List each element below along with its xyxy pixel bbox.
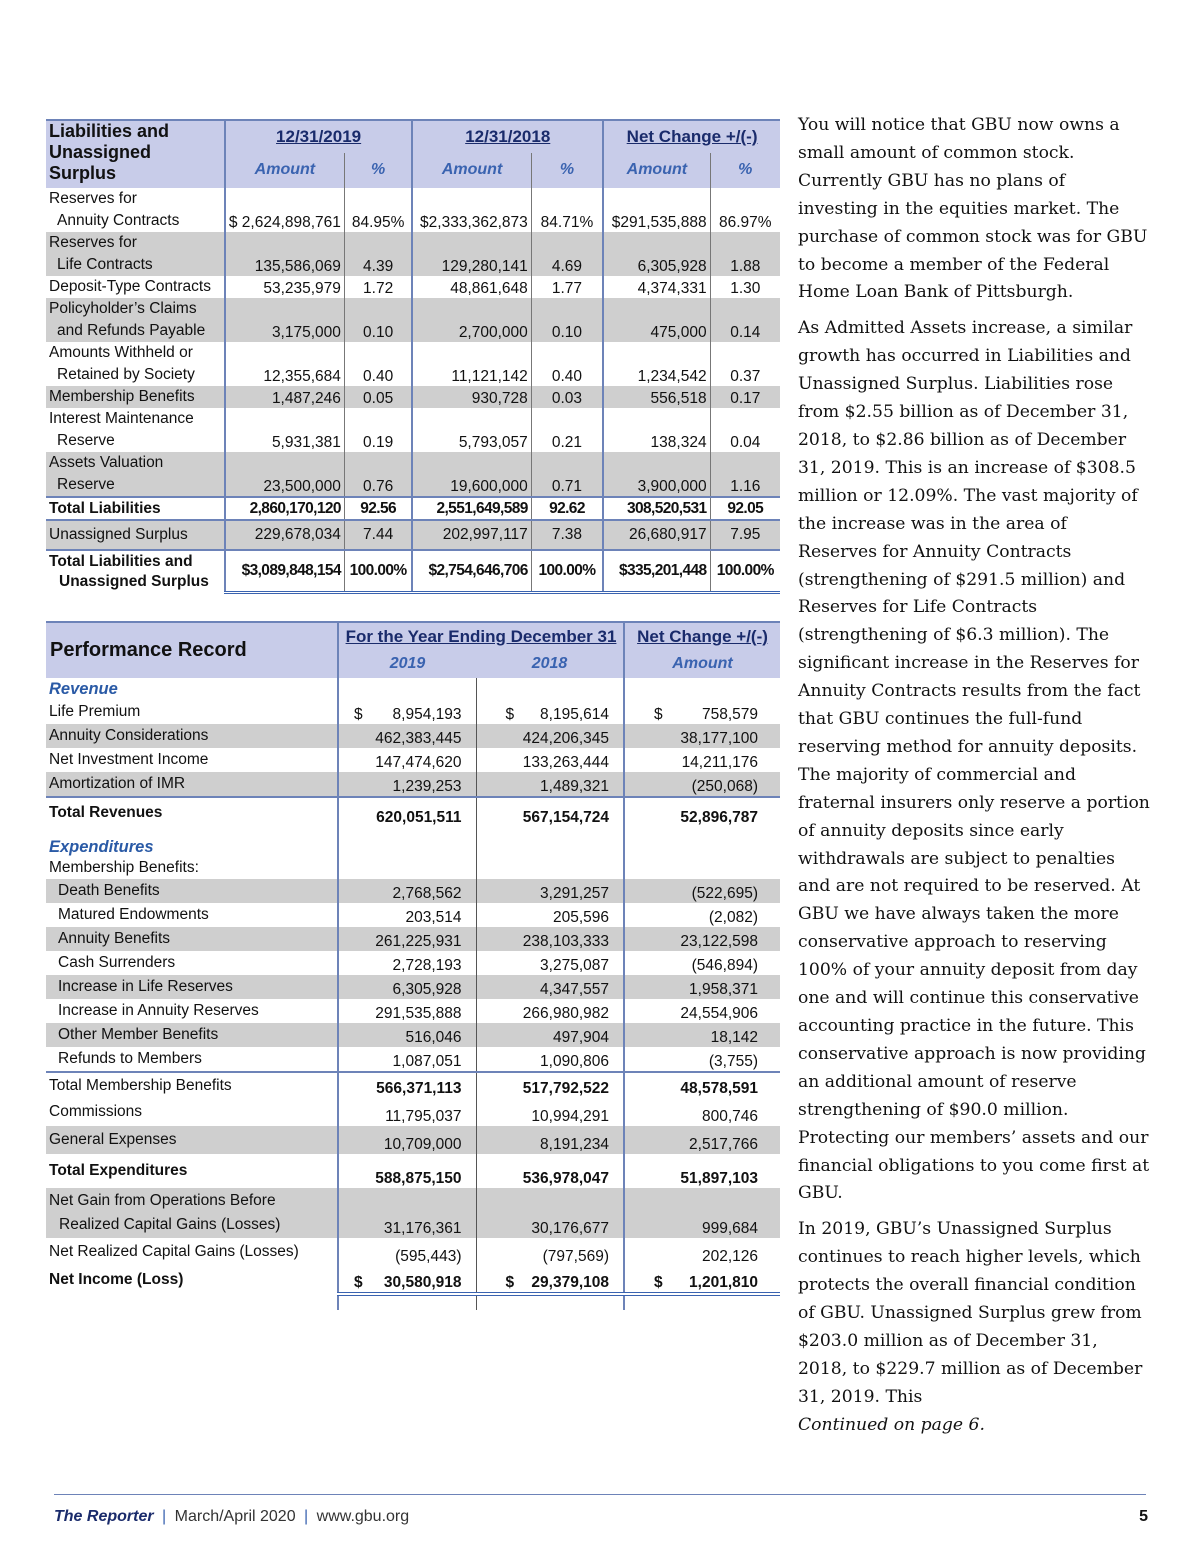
value-2018: 497,904 xyxy=(476,1023,624,1047)
pct-2018: 4.69 xyxy=(531,232,603,276)
amount-2019: 53,235,979 xyxy=(225,276,345,298)
value-2018: 266,980,982 xyxy=(476,999,624,1023)
total-liabilities-row-label: Total Liabilities xyxy=(46,497,225,520)
article-paragraph: In 2019, GBU’s Unassigned Surplus continues to reach higher levels, which protects the overall financial condition of GBU. Unassigned Surplus grew from $203.0 million as of December 31, 2018, to $229.7 million as of December 31, 2019. This xyxy=(798,1219,1143,1407)
dollar-sign: $ xyxy=(505,706,515,723)
liability-label xyxy=(46,232,225,276)
value-2019: 11,795,037 xyxy=(338,1098,476,1126)
amount-2018: 930,728 xyxy=(412,386,531,408)
liability-label-line1: Assets Valuation xyxy=(49,454,164,471)
benefit-row-label: Death Benefits xyxy=(46,879,338,903)
pct-2019: 7.44 xyxy=(344,520,412,550)
sub-pct-2018: % xyxy=(531,153,603,188)
pct-2018: 100.00% xyxy=(531,550,603,592)
amount-2019: $ 2,624,898,761 xyxy=(225,188,345,232)
net-realized-row xyxy=(46,1238,780,1266)
value-change: 999,684 xyxy=(701,1220,758,1237)
net-income-row-label: Net Income (Loss) xyxy=(46,1266,338,1294)
amount-2018: 129,280,141 xyxy=(412,232,531,276)
performance-table xyxy=(46,621,780,1310)
value-2018: 238,103,333 xyxy=(476,927,624,951)
liability-label-line2: Reserve xyxy=(57,432,115,449)
revenue-row-label: Net Investment Income xyxy=(46,748,338,772)
col-change-header: Net Change +/(-) xyxy=(626,126,758,146)
value-2018: 10,994,291 xyxy=(476,1098,624,1126)
value-2019: 588,875,150 xyxy=(338,1154,476,1188)
liability-row xyxy=(46,342,780,386)
amount-2018: 5,793,057 xyxy=(412,408,531,452)
liabilities-title-line1: Liabilities and xyxy=(49,121,170,141)
grand-total-row xyxy=(46,550,780,592)
amount-change: 4,374,331 xyxy=(603,276,710,298)
benefit-row xyxy=(46,999,780,1023)
value-change: 1,958,371 xyxy=(689,981,758,998)
amount-2018: $2,754,646,706 xyxy=(412,550,531,592)
benefit-row-label: Annuity Benefits xyxy=(46,927,338,951)
amount-value: 29,379,108 xyxy=(531,1274,609,1291)
revenue-row xyxy=(46,748,780,772)
pct-change: 0.04 xyxy=(730,434,761,451)
liabilities-table xyxy=(46,119,780,594)
value-2018: 3,291,257 xyxy=(476,879,624,903)
sub-amount-2019: Amount xyxy=(225,153,345,188)
value-2018: 3,275,087 xyxy=(476,951,624,975)
liability-label-line1: Deposit-Type Contracts xyxy=(49,278,211,295)
pct-2018: 84.71% xyxy=(531,188,603,232)
amount-2019: $3,089,848,154 xyxy=(225,550,345,592)
amount-2019: 3,175,000 xyxy=(225,298,345,342)
value-2018: 567,154,724 xyxy=(476,797,624,827)
value-2019: 203,514 xyxy=(338,903,476,927)
sub-pct-change: % xyxy=(738,161,753,179)
amount-2018: 2,700,000 xyxy=(412,298,531,342)
commissions-row-label: Commissions xyxy=(46,1098,338,1126)
revenue-row-label: Amortization of IMR xyxy=(46,772,338,797)
value-change: (522,695) xyxy=(691,885,758,902)
liability-label-line2: Retained by Society xyxy=(57,366,195,383)
pct-2019: 84.95% xyxy=(344,188,412,232)
value-change: (546,894) xyxy=(691,957,758,974)
amount-value: 758,579 xyxy=(701,706,758,723)
liability-label-line2: Annuity Contracts xyxy=(57,212,180,229)
net-income-row xyxy=(46,1266,780,1294)
pct-change: 100.00% xyxy=(710,550,780,592)
expenditures-heading: Expenditures xyxy=(46,827,338,857)
amount-value: 8,954,193 xyxy=(392,706,462,723)
liability-label-line2: and Refunds Payable xyxy=(57,322,206,339)
pct-change: 86.97% xyxy=(719,214,772,231)
perf-sub-2018: 2018 xyxy=(476,650,624,678)
pct-2019: 0.10 xyxy=(344,298,412,342)
footer-url[interactable]: www.gbu.org xyxy=(316,1508,410,1525)
value-change: 202,126 xyxy=(701,1248,758,1265)
pct-2018: 1.77 xyxy=(531,276,603,298)
sub-pct-2019: % xyxy=(344,153,412,188)
col-2018-header: 12/31/2018 xyxy=(412,120,603,153)
value-change: (250,068) xyxy=(691,778,758,795)
pct-2018: 0.21 xyxy=(531,408,603,452)
performance-title: Performance Record xyxy=(46,622,338,678)
benefit-row-label: Other Member Benefits xyxy=(46,1023,338,1047)
value-2019: 147,474,620 xyxy=(338,748,476,772)
value-change: 18,142 xyxy=(710,1029,758,1046)
general-expenses-row xyxy=(46,1126,780,1154)
benefit-row xyxy=(46,903,780,927)
amount-2019: 5,931,381 xyxy=(225,408,345,452)
dollar-amount xyxy=(628,706,758,724)
continued-note: Continued on page 6. xyxy=(798,1414,985,1435)
year-ending-header: For the Year Ending December 31 xyxy=(338,622,624,650)
empty-cell xyxy=(46,1294,338,1310)
liability-label-line2: Reserve xyxy=(57,476,115,493)
amount-2018: 2,551,649,589 xyxy=(412,497,531,520)
amount-change: 138,324 xyxy=(603,408,710,452)
total-revenues-row-label: Total Revenues xyxy=(46,797,338,827)
pct-change: 1.16 xyxy=(730,478,761,495)
value-2019: 516,046 xyxy=(338,1023,476,1047)
pct-change: 1.88 xyxy=(730,258,761,275)
article-paragraph: As Admitted Assets increase, a similar growth has occurred in Liabilities and Unassigned Surplus. Liabilities rose from $2.55 billion as of December 31, 2018, to $2.86 billion as of December 31, 2019. This is an increase of $308.5 million or 12.09%. The vast majority of the increase was in the area of Reserves for Annuity Contracts (strengthening of $291.5 million) and Reserves for Life Contracts (strengthening of $6.3 million). The significant increase in the Reserves for Annuity Contracts results from the fact that GBU continues the full-fund reserving method for annuity deposits. The majority of commercial and fraternal insurers only reserve a portion of annuity deposits since early withdrawals are subject to penalties and are not required to be reserved. At GBU we have always taken the more conservative approach to reserving 100% of your annuity deposit from day one and will continue this conservative accounting practice in the future. This conservative approach is now providing an additional amount of reserve strengthening of $90.0 million. Protecting our members’ assets and our financial obligations to you come first at GBU. xyxy=(798,318,1150,1204)
amount-change: 6,305,928 xyxy=(603,232,710,276)
amount-2018: 48,861,648 xyxy=(412,276,531,298)
amount-2019: 1,487,246 xyxy=(225,386,345,408)
pct-2018: 0.03 xyxy=(531,386,603,408)
value-change: 51,897,103 xyxy=(680,1170,758,1187)
liabilities-title-line2: Unassigned Surplus xyxy=(49,142,152,183)
value-2018: 536,978,047 xyxy=(476,1154,624,1188)
net-gain-row-label-line2: Realized Capital Gains (Losses) xyxy=(59,1216,281,1233)
benefit-row xyxy=(46,975,780,999)
value-2019: 31,176,361 xyxy=(338,1188,476,1238)
total-liabilities-row xyxy=(46,497,780,520)
benefit-row-label: Cash Surrenders xyxy=(46,951,338,975)
article-paragraph: You will notice that GBU now owns a small amount of common stock. Currently GBU has no plans of investing in the equities market. The purchase of common stock was for GBU to become a member of the Federal Home Loan Bank of Pittsburgh. xyxy=(798,115,1148,303)
amount-2019: 2,860,170,120 xyxy=(225,497,345,520)
col-2019-header: 12/31/2019 xyxy=(225,120,413,153)
amount-2018: 202,997,117 xyxy=(412,520,531,550)
liability-label-line2: Life Contracts xyxy=(57,256,153,273)
grand-total-row-label-line2: Unassigned Surplus xyxy=(59,572,209,590)
footer-brand: The Reporter xyxy=(54,1508,154,1525)
total-expenditures-row xyxy=(46,1154,780,1188)
footer-issue: March/April 2020 xyxy=(174,1508,296,1525)
liability-label-line1: Interest Maintenance xyxy=(49,410,194,427)
footer-separator: | xyxy=(162,1508,167,1525)
pct-change: 1.30 xyxy=(730,280,761,297)
value-2019: 1,087,051 xyxy=(338,1047,476,1072)
value-2018: 517,792,522 xyxy=(476,1072,624,1098)
unassigned-surplus-row-label: Unassigned Surplus xyxy=(46,520,225,550)
revenue-head-row xyxy=(46,678,780,700)
amount-2019: 229,678,034 xyxy=(225,520,345,550)
liability-label xyxy=(46,298,225,342)
amount-change: 3,900,000 xyxy=(603,452,710,497)
sub-amount-change: Amount xyxy=(603,153,710,188)
pct-2019: 0.05 xyxy=(344,386,412,408)
empty-cell xyxy=(476,678,624,700)
liability-label xyxy=(46,342,225,386)
empty-cell xyxy=(338,678,476,700)
empty-cell xyxy=(476,857,624,879)
amount-value: 30,580,918 xyxy=(383,1274,462,1291)
value-2018: 133,263,444 xyxy=(476,748,624,772)
empty-cell xyxy=(338,857,476,879)
liability-row xyxy=(46,386,780,408)
liability-label xyxy=(46,188,225,232)
pct-2018: 0.71 xyxy=(531,452,603,497)
amount-value: 1,201,810 xyxy=(689,1274,758,1291)
pct-change: 0.37 xyxy=(730,368,761,385)
value-2019: 566,371,113 xyxy=(338,1072,476,1098)
dollar-sign: $ xyxy=(354,706,363,723)
value-2018 xyxy=(476,700,624,724)
value-2019 xyxy=(338,1266,476,1294)
benefit-row xyxy=(46,1047,780,1072)
net-gain-row-label xyxy=(46,1188,338,1238)
total-expenditures-row-label: Total Expenditures xyxy=(46,1154,338,1188)
benefit-row-label: Increase in Annuity Reserves xyxy=(46,999,338,1023)
value-2019: 291,535,888 xyxy=(338,999,476,1023)
amount-change: 308,520,531 xyxy=(603,497,710,520)
perf-sub-amount: Amount xyxy=(672,655,733,672)
value-2018: (797,569) xyxy=(476,1238,624,1266)
footer-divider xyxy=(54,1494,1146,1495)
page-number: 5 xyxy=(1139,1508,1148,1525)
article-column xyxy=(798,112,1150,1440)
commissions-row xyxy=(46,1098,780,1126)
dollar-sign: $ xyxy=(354,1274,363,1291)
liability-row xyxy=(46,232,780,276)
liability-label xyxy=(46,276,225,298)
value-2018 xyxy=(476,1266,624,1294)
benefit-row-label: Matured Endowments xyxy=(46,903,338,927)
dollar-amount xyxy=(628,1274,758,1292)
empty-cell xyxy=(624,827,780,857)
benefit-row xyxy=(46,951,780,975)
liability-label-line1: Policyholder’s Claims xyxy=(49,300,197,317)
liability-label-line1: Reserves for xyxy=(49,234,137,251)
grand-total-row-label-line1: Total Liabilities and xyxy=(49,552,193,570)
empty-cell xyxy=(624,1294,780,1310)
revenue-heading: Revenue xyxy=(46,678,338,700)
total-revenues-row xyxy=(46,797,780,827)
dollar-amount xyxy=(480,1274,610,1292)
amount-2018: 19,600,000 xyxy=(412,452,531,497)
value-2019: 261,225,931 xyxy=(338,927,476,951)
pct-change: 0.17 xyxy=(730,390,761,407)
pct-2019: 92.56 xyxy=(344,497,412,520)
value-change: (3,755) xyxy=(708,1053,758,1070)
value-change: 24,554,906 xyxy=(680,1005,758,1022)
value-2018: 1,489,321 xyxy=(476,772,624,797)
dollar-amount xyxy=(342,1274,462,1292)
revenue-row xyxy=(46,700,780,724)
value-2019: 2,768,562 xyxy=(338,879,476,903)
pct-2018: 92.62 xyxy=(531,497,603,520)
value-change: 2,517,766 xyxy=(689,1136,758,1153)
membership-benefits-label: Membership Benefits: xyxy=(46,857,338,879)
value-2018: 424,206,345 xyxy=(476,724,624,748)
grand-total-row-label xyxy=(46,550,225,592)
liability-label xyxy=(46,408,225,452)
revenue-row xyxy=(46,772,780,797)
revenue-row xyxy=(46,724,780,748)
value-2019: 2,728,193 xyxy=(338,951,476,975)
empty-cell xyxy=(624,857,780,879)
value-change: (2,082) xyxy=(708,909,758,926)
liability-row xyxy=(46,452,780,497)
dollar-sign: $ xyxy=(505,1274,515,1291)
value-2018: 8,191,234 xyxy=(476,1126,624,1154)
revenue-row-label: Annuity Considerations xyxy=(46,724,338,748)
dollar-amount xyxy=(480,706,610,724)
value-2019: 620,051,511 xyxy=(338,797,476,827)
value-2019: 462,383,445 xyxy=(338,724,476,748)
perf-change-header: Net Change +/(-) xyxy=(637,626,768,646)
dollar-sign: $ xyxy=(654,1274,663,1291)
pct-2018: 7.38 xyxy=(531,520,603,550)
pct-change: 92.05 xyxy=(727,499,764,517)
value-2019 xyxy=(338,700,476,724)
benefit-row-label: Refunds to Members xyxy=(46,1047,338,1072)
liability-row xyxy=(46,188,780,232)
spacer-row xyxy=(46,1294,780,1310)
amount-2018: 11,121,142 xyxy=(412,342,531,386)
value-2019: 6,305,928 xyxy=(338,975,476,999)
amount-2019: 23,500,000 xyxy=(225,452,345,497)
footer-separator: | xyxy=(304,1508,309,1525)
amount-change: $291,535,888 xyxy=(603,188,710,232)
value-change: 38,177,100 xyxy=(680,730,758,747)
empty-cell xyxy=(338,1294,476,1310)
value-2018: 205,596 xyxy=(476,903,624,927)
pct-2019: 0.76 xyxy=(344,452,412,497)
empty-cell xyxy=(338,827,476,857)
value-change xyxy=(624,1266,780,1294)
liability-label xyxy=(46,452,225,497)
expenditure-head-row xyxy=(46,827,780,857)
pct-2019: 0.40 xyxy=(344,342,412,386)
liability-label-line1: Membership Benefits xyxy=(49,388,195,405)
amount-change: 475,000 xyxy=(603,298,710,342)
value-2018: 4,347,557 xyxy=(476,975,624,999)
amount-change: 556,518 xyxy=(603,386,710,408)
value-2018: 30,176,677 xyxy=(476,1188,624,1238)
benefit-row-label: Increase in Life Reserves xyxy=(46,975,338,999)
pct-2018: 0.10 xyxy=(531,298,603,342)
pct-2019: 4.39 xyxy=(344,232,412,276)
pct-2019: 100.00% xyxy=(344,550,412,592)
amount-change: 26,680,917 xyxy=(603,520,710,550)
value-2019: 10,709,000 xyxy=(338,1126,476,1154)
pct-change: 7.95 xyxy=(730,526,761,543)
general-expenses-row-label: General Expenses xyxy=(46,1126,338,1154)
value-2018: 1,090,806 xyxy=(476,1047,624,1072)
amount-change: $335,201,448 xyxy=(603,550,710,592)
liability-row xyxy=(46,408,780,452)
empty-cell xyxy=(624,678,780,700)
value-change: 800,746 xyxy=(701,1108,758,1125)
liability-label xyxy=(46,386,225,408)
pct-2019: 1.72 xyxy=(344,276,412,298)
liability-row xyxy=(46,276,780,298)
liability-row xyxy=(46,298,780,342)
value-2019: (595,443) xyxy=(338,1238,476,1266)
sub-amount-2018: Amount xyxy=(412,153,531,188)
benefit-row xyxy=(46,1023,780,1047)
value-change: 23,122,598 xyxy=(680,933,758,950)
pct-2018: 0.40 xyxy=(531,342,603,386)
amount-2019: 135,586,069 xyxy=(225,232,345,276)
amount-2019: 12,355,684 xyxy=(225,342,345,386)
net-realized-row-label: Net Realized Capital Gains (Losses) xyxy=(46,1238,338,1266)
value-change: 52,896,787 xyxy=(680,809,758,826)
empty-cell xyxy=(476,1294,624,1310)
dollar-sign: $ xyxy=(654,706,663,723)
amount-2018: $2,333,362,873 xyxy=(412,188,531,232)
pct-2019: 0.19 xyxy=(344,408,412,452)
net-gain-row-label-line1: Net Gain from Operations Before xyxy=(49,1192,276,1209)
dollar-amount xyxy=(342,706,462,724)
unassigned-surplus-row xyxy=(46,520,780,550)
amount-change: 1,234,542 xyxy=(603,342,710,386)
liability-label-line1: Reserves for xyxy=(49,190,137,207)
benefit-row xyxy=(46,879,780,903)
pct-change: 0.14 xyxy=(730,324,761,341)
net-gain-row xyxy=(46,1188,780,1238)
value-change xyxy=(624,700,780,724)
empty-cell xyxy=(476,827,624,857)
footer xyxy=(54,1508,1148,1526)
amount-value: 8,195,614 xyxy=(540,706,609,723)
value-change: 48,578,591 xyxy=(680,1080,758,1097)
liability-label-line1: Amounts Withheld or xyxy=(49,344,193,361)
value-change: 14,211,176 xyxy=(681,754,758,771)
perf-sub-2019: 2019 xyxy=(389,655,426,672)
revenue-row-label: Life Premium xyxy=(46,700,338,724)
total-membership-row-label: Total Membership Benefits xyxy=(46,1072,338,1098)
membership-head-row xyxy=(46,857,780,879)
benefit-row xyxy=(46,927,780,951)
total-membership-row xyxy=(46,1072,780,1098)
value-2019: 1,239,253 xyxy=(338,772,476,797)
